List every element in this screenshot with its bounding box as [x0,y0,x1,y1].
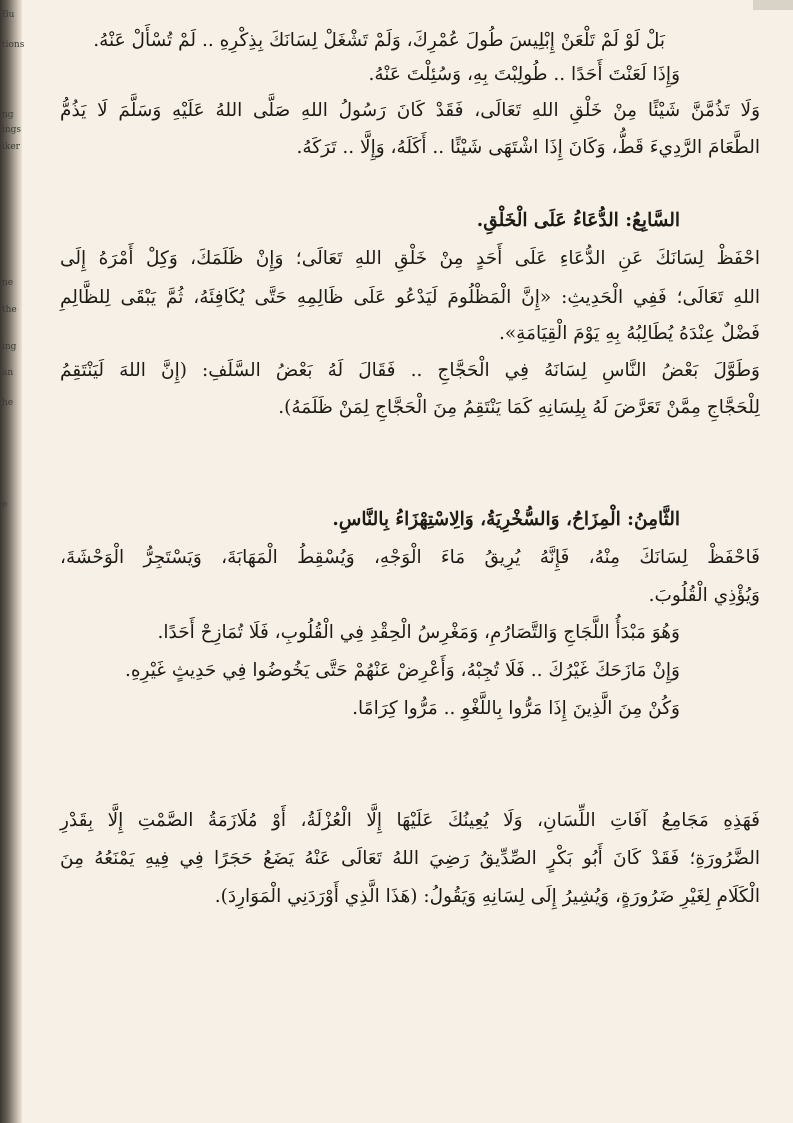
text-line: وَهُوَ مَبْدَأُ اللَّجَاجِ وَالتَّصَارُمِ، وَمَغْرِسُ الْحِقْدِ فِي الْقُلُوبِ، فَلَا تُمَازِحْ أَحَدًا. [157,622,680,643]
bleed-fragment: e [2,500,8,510]
section-heading-seventh: السَّابِعُ: الدُّعَاءُ عَلَى الْخَلْقِ. [476,210,680,231]
text-line: وَلَا تَذُمَّنَّ شَيْئًا مِنْ خَلْقِ اللهِ تَعَالَى، فَقَدْ كَانَ رَسُولُ اللهِ صَلَّى اللهُ عَلَيْهِ وَسَلَّمَ لَا يَذُمُّ [60,100,760,121]
text-line: فَهَذِهِ مَجَامِعُ آفَاتِ اللِّسَانِ، وَلَا يُعِينُكَ عَلَيْهَا إِلَّا الْعُزْلَةُ، أَوْ مُلَازَمَةُ الصَّمْتِ إِلَّا بِقَدْرِ [60,810,760,831]
text-line: الطَّعَامَ الرَّدِيءَ قَطُّ، وَكَانَ إِذَا اشْتَهَى شَيْئًا .. أَكَلَهُ، وَإِلَّا .. تَرَكَهُ. [296,137,760,158]
bleed-fragment: he [2,398,14,408]
section-heading-eighth: الثَّامِنُ: الْمِزَاحُ، وَالسُّخْرِيَةُ، وَالِاسْتِهْزَاءُ بِالنَّاسِ. [332,509,680,530]
bleed-fragment: Bu [2,10,15,20]
text-line: فَضْلٌ عِنْدَهُ يُطَالِبُهُ بِهِ يَوْمَ الْقِيَامَةِ». [498,323,760,344]
bleed-fragment: tions [2,40,25,50]
bleed-fragment: an [2,368,14,378]
text-line: وَطَوَّلَ بَعْضُ النَّاسِ لِسَانَهُ فِي الْحَجَّاجِ .. فَقَالَ لَهُ بَعْضُ السَّلَفِ: (إِنَّ اللهَ لَيَنْتَقِمُ [60,360,760,381]
text-line: فَاحْفَظْ لِسَانَكَ مِنْهُ، فَإِنَّهُ يُرِيقُ مَاءَ الْوَجْهِ، وَيُسْقِطُ الْمَهَابَةَ، وَيَسْتَجِرُّ الْوَحْشَةَ، [60,547,760,568]
bleed-fragment: iker [2,142,20,152]
text-line: احْفَظْ لِسَانَكَ عَنِ الدُّعَاءِ عَلَى أَحَدٍ مِنْ خَلْقِ اللهِ تَعَالَى؛ وَإِنْ ظَلَمَكَ، وَكِلْ أَمْرَهُ إِلَى [60,248,760,269]
text-line: الْكَلَامِ لِغَيْرِ ضَرُورَةٍ، وَيُشِيرُ إِلَى لِسَانِهِ وَيَقُولُ: (هَذَا الَّذِي أَوْرَدَنِي الْمَوَارِدَ). [214,886,760,907]
bleed-fragment: ne [2,278,14,288]
text-line: وَإِنْ مَازَحَكَ غَيْرُكَ .. فَلَا تُجِبْهُ، وَأَعْرِضْ عَنْهُمْ حَتَّى يَخُوضُوا فِي حَدِيثٍ غَيْرِهِ. [124,660,680,681]
bleed-fragment: ing [2,342,17,352]
text-line: وَكُنْ مِنَ الَّذِينَ إِذَا مَرُّوا بِاللَّغْوِ .. مَرُّوا كِرَامًا. [352,698,680,719]
bleed-fragment: ng [2,110,14,120]
book-spine-shadow [0,0,25,1123]
book-page-body [60,0,760,1123]
text-line: لِلْحَجَّاجِ مِمَّنْ تَعَرَّضَ لَهُ بِلِسَانِهِ كَمَا يَنْتَقِمُ مِنَ الْحَجَّاجِ لِمَنْ ظَلَمَهُ). [278,397,760,418]
bleed-fragment: the [2,305,17,315]
text-line: وَإِذَا لَعَنْتَ أَحَدًا .. طُولِبْتَ بِهِ، وَسُئِلْتَ عَنْهُ. [368,64,680,85]
text-line: الضَّرُورَةِ؛ فَقَدْ كَانَ أَبُو بَكْرٍ الصِّدِّيقُ رَضِيَ اللهُ تَعَالَى عَنْهُ يَضَعُ حَجَرًا فِي فِيهِ يَمْنَعُهُ مِنَ [60,848,760,869]
text-line: بَلْ لَوْ لَمْ تَلْعَنْ إِبْلِيسَ طُولَ عُمْرِكَ، وَلَمْ تَشْغَلْ لِسَانَكَ بِذِكْرِهِ .. لَمْ تُسْأَلْ عَنْهُ. [93,30,665,51]
text-line: وَيُؤْذِي الْقُلُوبَ. [648,585,760,606]
bleed-fragment: ings [2,125,22,135]
text-line: اللهِ تَعَالَى؛ فَفِي الْحَدِيثِ: «إِنَّ الْمَظْلُومَ لَيَدْعُو عَلَى ظَالِمِهِ حَتَّى يُكَافِئَهُ، ثُمَّ يَبْقَى لِلظَّالِمِ [60,287,760,308]
